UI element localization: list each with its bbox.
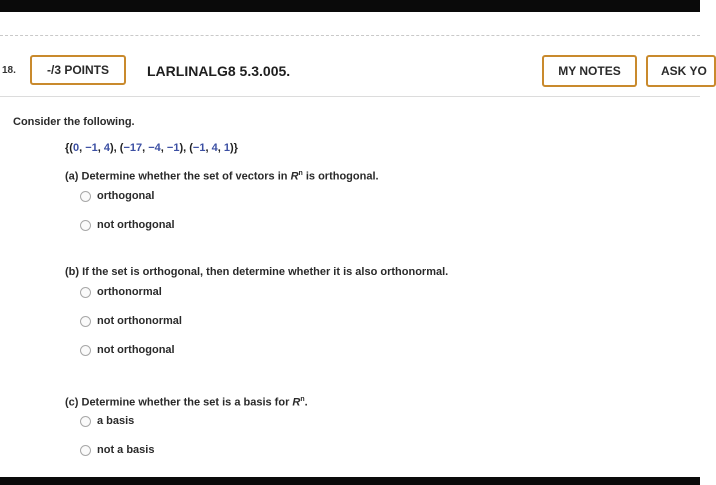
ask-your-teacher-button[interactable] — [646, 55, 716, 87]
option-label: not a basis — [97, 444, 155, 456]
problem-id: LARLINALG8 5.3.005. — [147, 63, 291, 79]
window-top-bar — [0, 0, 700, 12]
set-close-brace: } — [233, 142, 238, 154]
option-label: not orthogonal — [97, 219, 175, 231]
section-divider — [0, 35, 700, 36]
radio-button[interactable] — [80, 345, 91, 356]
radio-button[interactable] — [80, 191, 91, 202]
vector-component: 4 — [211, 142, 218, 154]
radio-button[interactable] — [80, 220, 91, 231]
radio-button[interactable] — [80, 287, 91, 298]
option-a-basis[interactable] — [80, 415, 134, 427]
my-notes-button[interactable] — [542, 55, 637, 87]
header-divider — [0, 96, 700, 97]
vector-component: 4 — [103, 142, 110, 154]
option-label: a basis — [97, 415, 135, 427]
vector-set: {(0, −1, 4), (−17, −4, −1), (−1, 4, 1)} — [65, 142, 238, 154]
question-number: 18. — [2, 65, 16, 76]
vector-component: 0 — [72, 142, 80, 154]
points-label: -/3 POINTS — [46, 63, 109, 77]
window-bottom-bar — [0, 477, 700, 485]
option-orthonormal[interactable] — [80, 286, 162, 298]
option-label: orthonormal — [97, 286, 162, 298]
vector-component: 1 — [223, 142, 230, 154]
intro-text: Consider the following. — [13, 116, 135, 128]
part-c-prompt: (c) Determine whether the set is a basis for $R^n$. — [65, 396, 308, 409]
radio-button[interactable] — [80, 445, 91, 456]
option-not-orthogonal-b[interactable] — [80, 344, 175, 356]
vector-component: −1 — [192, 142, 206, 154]
option-label: not orthonormal — [97, 315, 182, 327]
option-not-orthogonal[interactable] — [80, 219, 175, 231]
option-not-orthonormal[interactable] — [80, 315, 182, 327]
option-not-a-basis[interactable] — [80, 444, 154, 456]
vector-component: −4 — [148, 142, 161, 154]
vector-component: −17 — [123, 142, 143, 154]
option-label: not orthogonal — [97, 344, 175, 356]
part-b-prompt: (b) If the set is orthogonal, then determine whether it is also orthonormal. — [65, 266, 449, 278]
radio-button[interactable] — [80, 416, 91, 427]
option-orthogonal[interactable] — [80, 190, 154, 202]
radio-button[interactable] — [80, 316, 91, 327]
part-a-prompt: (a) Determine whether the set of vectors in $R^n$ is orthogonal. — [65, 170, 379, 183]
vector-component: −1 — [85, 142, 98, 154]
points-badge[interactable] — [30, 55, 126, 85]
set-open-brace: { — [65, 142, 70, 154]
option-label: orthogonal — [97, 190, 155, 202]
my-notes-label: MY NOTES — [558, 64, 621, 78]
ask-label: ASK YO — [661, 64, 707, 78]
vector-component: −1 — [166, 142, 180, 154]
